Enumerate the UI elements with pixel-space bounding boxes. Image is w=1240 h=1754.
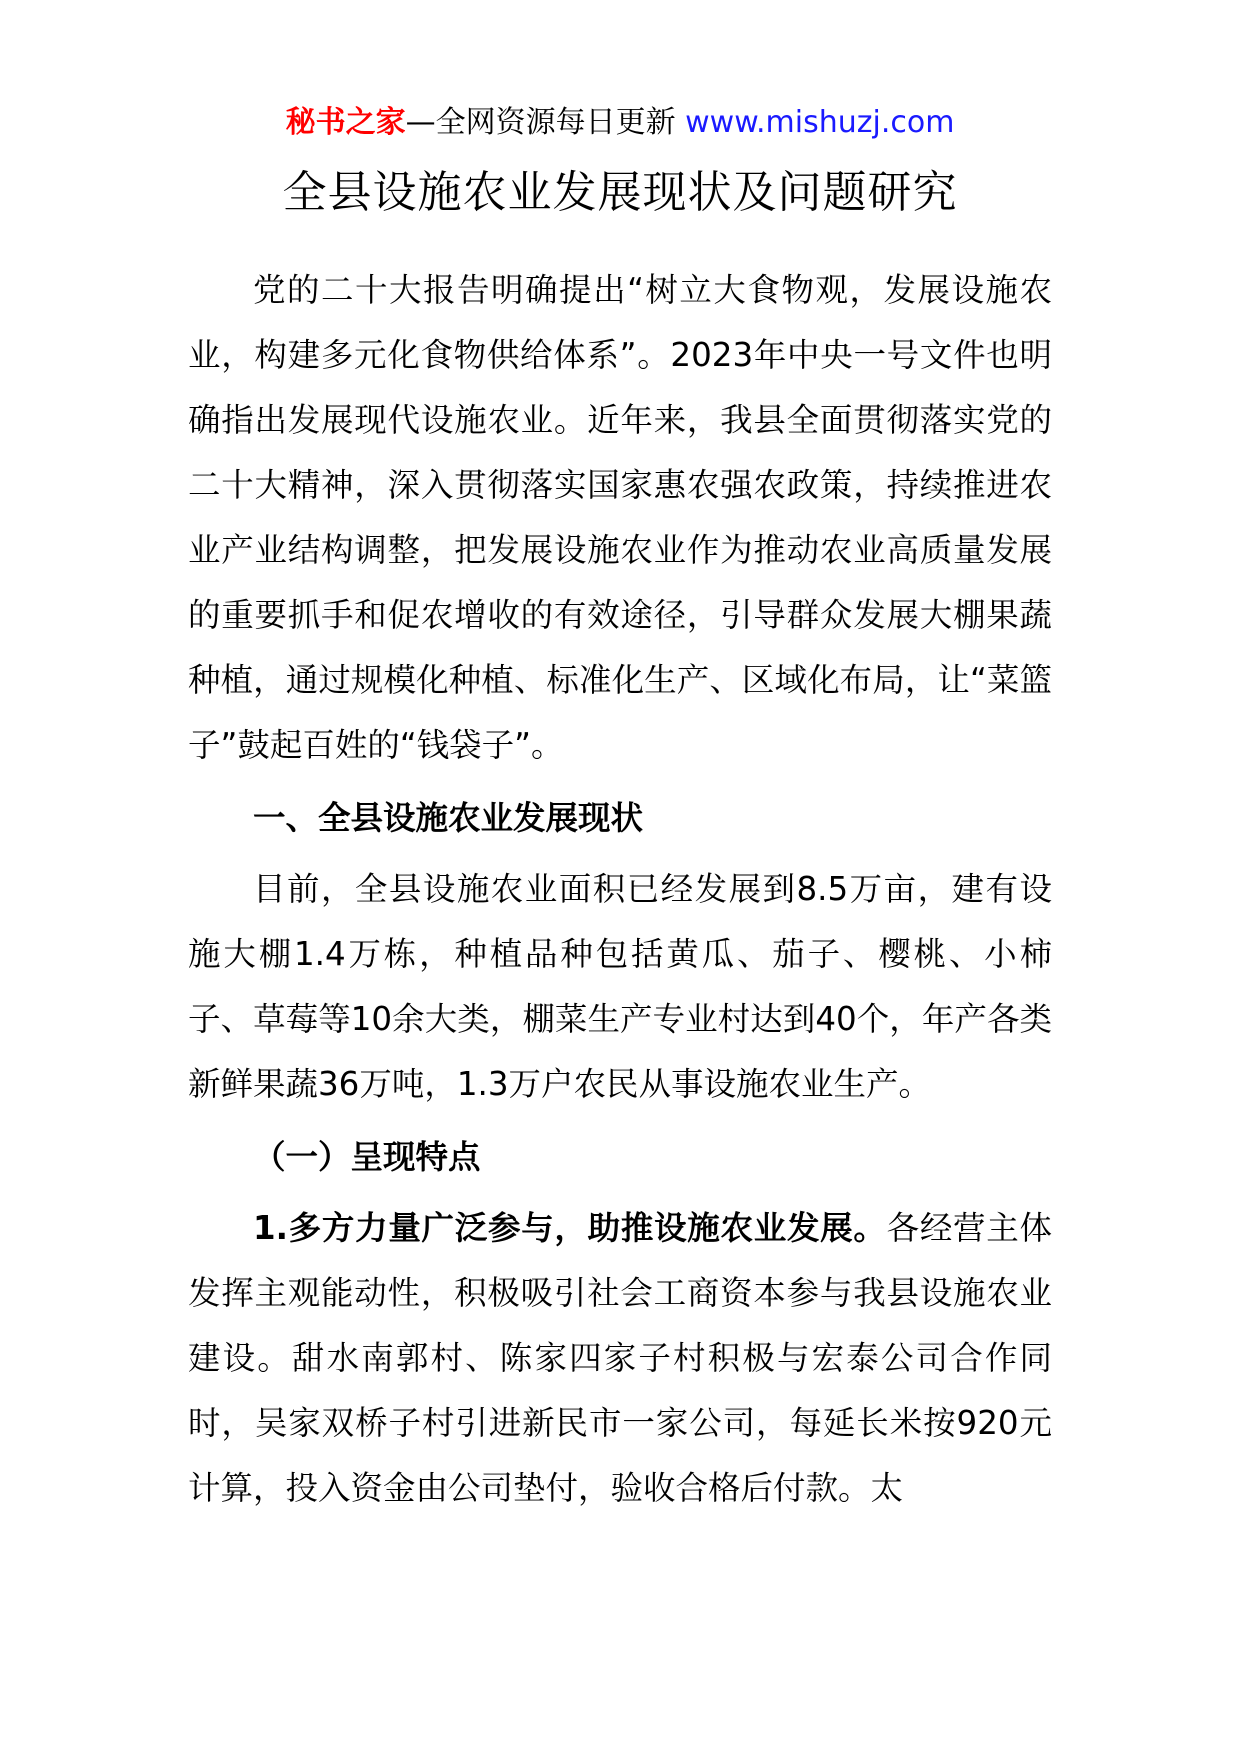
intro-paragraph: 党的二十大报告明确提出“树立大食物观，发展设施农业，构建多元化食物供给体系”。2023年中央一号文件也明确指出发展现代设施农业。近年来，我县全面贯彻落实党的二十大精神，深入贯彻落实国家惠农强农政策，持续推进农业产业结构调整，把发展设施农业作为推动农业高质量发展的重要抓手和促农增收的有效途径，引导群众发展大棚果蔬种植，通过规模化种植、标准化生产、区域化布局，让“菜篮子”鼓起百姓的“钱袋子”。 [188, 271, 1052, 764]
brand-name: 秘书之家 [285, 105, 406, 140]
section-paragraph: 目前，全县设施农业面积已经发展到8.5万亩，建有设施大棚1.4万栋，种植品种包括黄瓜、茄子、樱桃、小柿子、草莓等10余大类，棚菜生产专业村达到40个，年产各类新鲜果蔬36万吨，1.3万户农民从事设施农业生产。 [188, 870, 1052, 1103]
subsection-heading: （一）呈现特点 [253, 1138, 481, 1176]
item-body: 各经营主体发挥主观能动性，积极吸引社会工商资本参与我县设施农业建设。甜水南郭村、陈家四家子村积极与宏泰公司合作同时，吴家双桥子村引进新民市一家公司，每延长米按920元计算，投入资金由公司垫付，验收合格后付款。太 [188, 1209, 1052, 1507]
header-tagline: —全网资源每日更新 [405, 105, 686, 140]
header-banner [0, 103, 1240, 143]
document-body [188, 258, 1052, 1521]
item-paragraph [188, 1196, 1052, 1521]
section-heading: 一、全县设施农业发展现状 [253, 799, 644, 837]
item-lead: 1.多方力量广泛参与，助推设施农业发展。 [253, 1209, 887, 1247]
site-link[interactable]: www.mishuzj.com [685, 105, 955, 140]
document-title: 全县设施农业发展现状及问题研究 [282, 167, 958, 218]
